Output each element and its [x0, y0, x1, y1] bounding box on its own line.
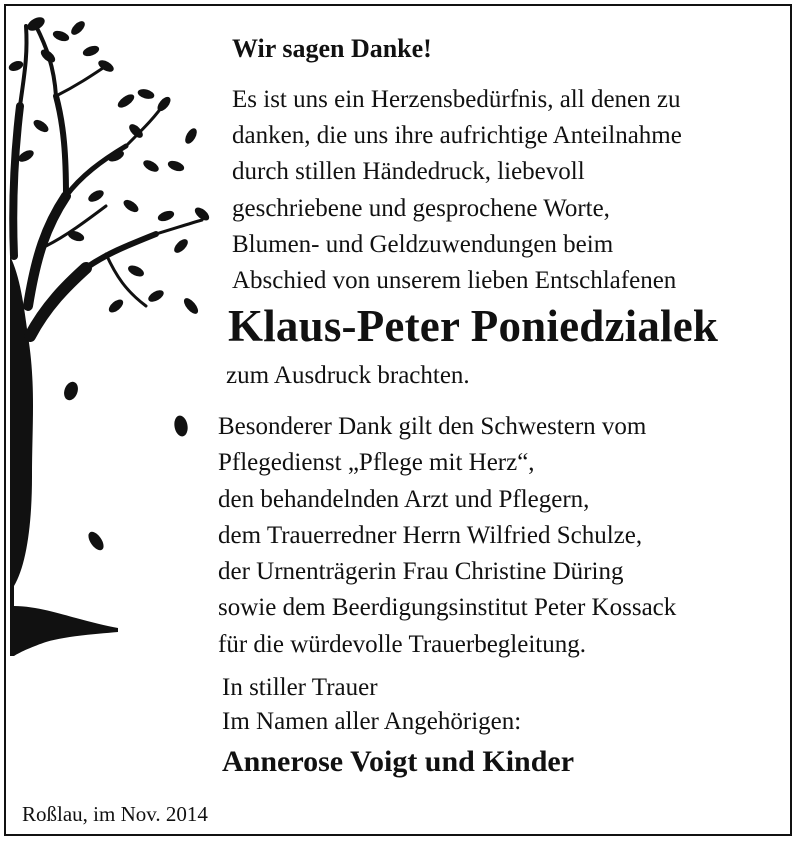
thanks-paragraph	[218, 409, 676, 663]
intro-line: Blumen- und Geldzuwendungen beim	[232, 230, 614, 258]
closing-line: Im Namen aller Angehörigen:	[222, 708, 522, 735]
closing-line: In stiller Trauer	[222, 674, 378, 701]
thanks-line: für die würdevolle Trauerbegleitung.	[218, 630, 586, 658]
intro-line: danken, die uns ihre aufrichtige Anteilnahme	[232, 122, 682, 150]
thanks-line: dem Trauerredner Herrn Wilfried Schulze,	[218, 521, 643, 549]
closing-block	[222, 671, 521, 739]
thanks-line: den behandelnden Arzt und Pflegern,	[218, 485, 590, 513]
thanks-line: Pflegedienst „Pflege mit Herz“,	[218, 449, 535, 477]
tree-silhouette-icon	[6, 6, 216, 656]
signer-name: Annerose Voigt und Kinder	[222, 745, 575, 778]
thanks-line: sowie dem Beerdigungsinstitut Peter Kossack	[218, 594, 677, 622]
intro-paragraph	[232, 82, 682, 299]
notice-heading: Wir sagen Danke!	[232, 34, 432, 63]
intro-line: durch stillen Händedruck, liebevoll	[232, 158, 585, 186]
deceased-name: Klaus-Peter Poniedzialek	[228, 301, 719, 351]
thanks-line: Besonderer Dank gilt den Schwestern vom	[218, 413, 647, 440]
intro-line: geschriebene und gesprochene Worte,	[232, 194, 610, 222]
place-date: Roßlau, im Nov. 2014	[22, 802, 208, 826]
thanks-line: der Urnenträgerin Frau Christine Düring	[218, 558, 624, 586]
intro-line: Es ist uns ein Herzensbedürfnis, all denen zu	[232, 86, 681, 113]
intro-line: Abschied von unserem lieben Entschlafenen	[232, 267, 677, 295]
after-name-text: zum Ausdruck brachten.	[226, 362, 470, 389]
